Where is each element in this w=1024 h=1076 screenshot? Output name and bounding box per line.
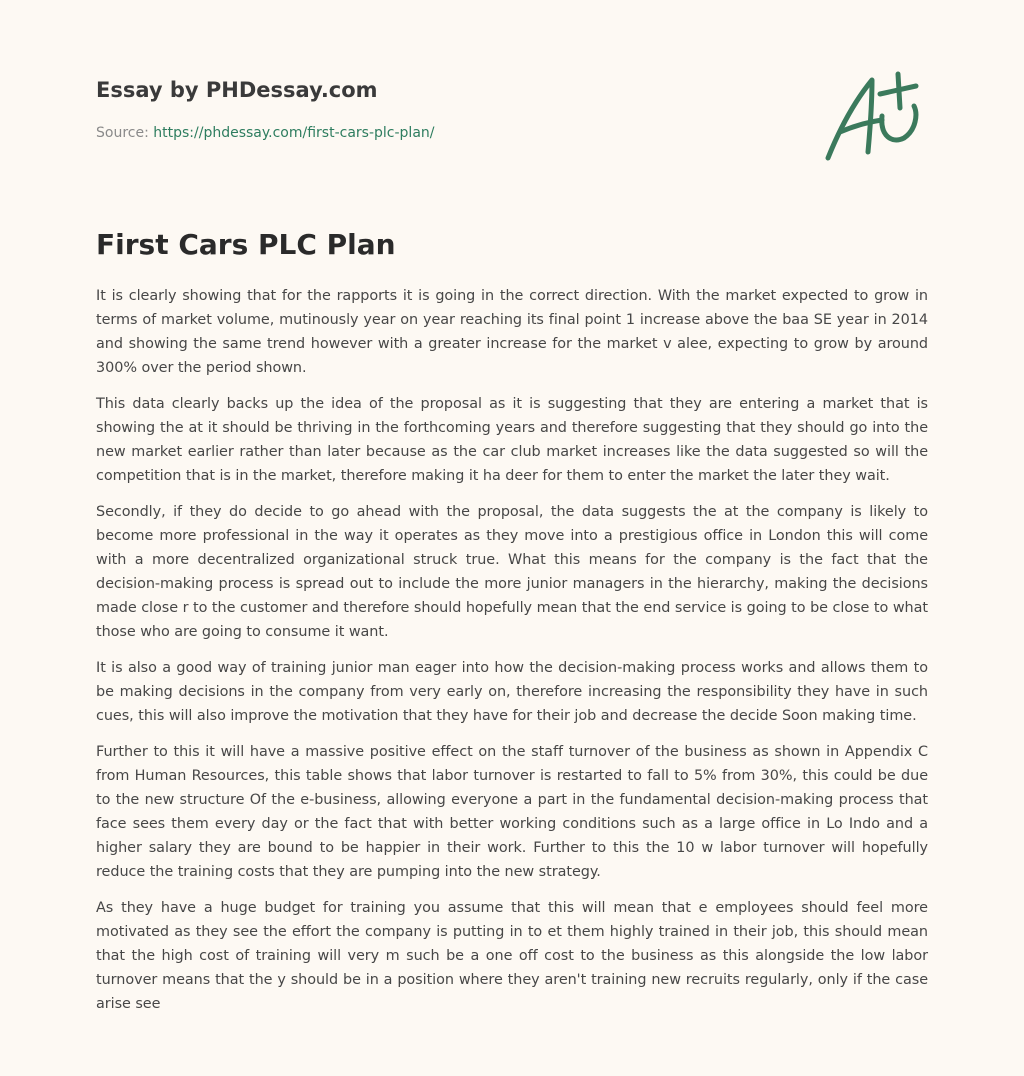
paragraph: It is also a good way of training junior man eager into how the decision-making process works and allows them to be making decisions in the company from very early on, therefore increasing the responsibility they have in such cues, this will also improve the motivation that they have for their job and decrease the decide Soon making time.	[96, 660, 928, 724]
paragraph: It is clearly showing that for the rapports it is going in the correct direction. With the market expected to grow in terms of market volume, mutinously year on year reaching its final point 1 increase above the baa SE year in 2014 and showing the same trend however with a greater increase for the market v alee, expecting to grow by around 300% over the period shown.	[96, 288, 928, 376]
essay-body	[96, 284, 928, 1028]
source-label: Source:	[96, 125, 149, 141]
paragraph: As they have a huge budget for training you assume that this will mean that e employees should feel more motivated as they see the effort the company is putting in to et them highly trained in their job, this should mean that the high cost of training will very m such be a one off cost to the business as this alongside the low labor turnover means that the y should be in a position where they aren't training new recruits regularly, only if the case arise see	[96, 900, 928, 1012]
source-line	[96, 123, 796, 143]
paragraph: This data clearly backs up the idea of the proposal as it is suggesting that they are entering a market that is showing the at it should be thriving in the forthcoming years and therefore suggesting that they should go into the new market earlier rather than later because as the car club market increases like the data suggested so will the competition that is in the market, therefore making it ha deer for them to enter the market the later they wait.	[96, 396, 928, 484]
essay-title: First Cars PLC Plan	[96, 228, 396, 261]
site-title: Essay by PHDessay.com	[96, 78, 378, 102]
source-link[interactable]: https://phdessay.com/first-cars-plc-plan/	[153, 125, 435, 141]
paragraph: Further to this it will have a massive positive effect on the staff turnover of the business as shown in Appendix C from Human Resources, this table shows that labor turnover is restarted to fall to 5% from 30%, this could be due to the new structure Of the e-business, allowing everyone a part in the fundamental decision-making process that face sees them every day or the fact that with better working conditions such as a large office in Lo Indo and a higher salary they are bound to be happier in their work. Further to this the 10 w labor turnover will hopefully reduce the training costs that they are pumping into the new strategy.	[96, 744, 928, 880]
a-plus-grade-icon	[820, 66, 930, 166]
header	[96, 76, 796, 143]
paragraph: Secondly, if they do decide to go ahead with the proposal, the data suggests the at the company is likely to become more professional in the way it operates as they move into a prestigious office in London this will come with a more decentralized organizational struck true. What this means for the company is the fact that the decision-making process is spread out to include the more junior managers in the hierarchy, making the decisions made close r to the customer and therefore should hopefully mean that the end service is going to be close to what those who are going to consume it want.	[96, 504, 928, 640]
